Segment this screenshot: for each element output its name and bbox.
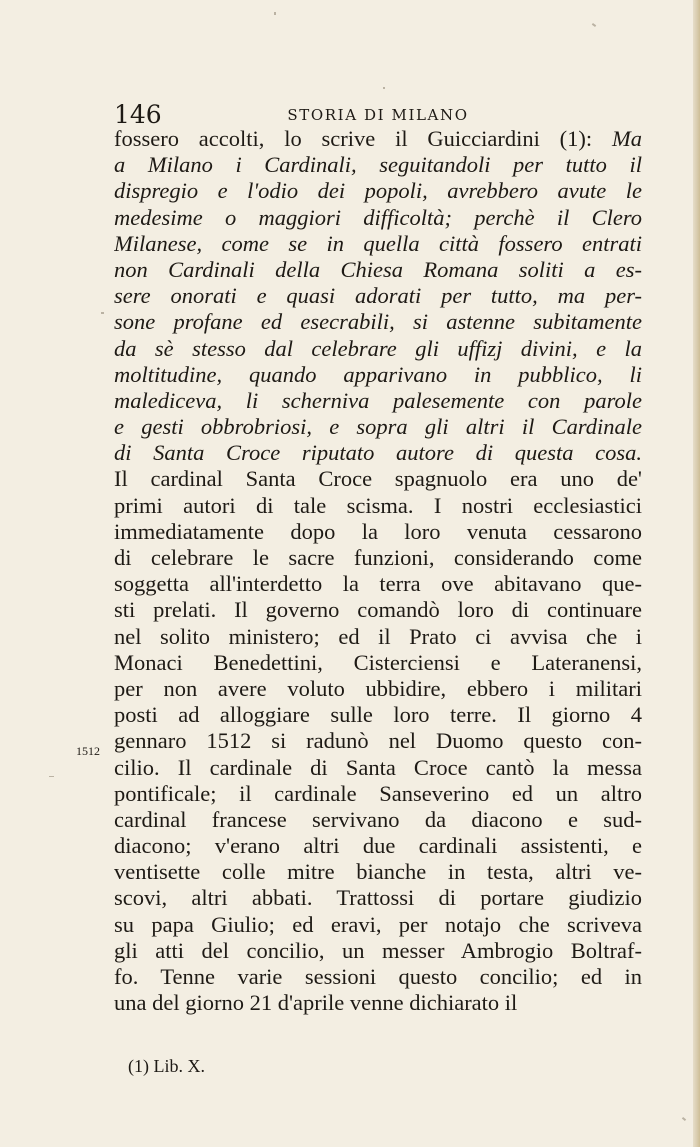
line-text: di celebrare le sacre funzioni, considerando come <box>114 545 642 570</box>
italic-quote-text: dispregio e l'odio dei popoli, avrebbero avute le <box>114 178 642 204</box>
italic-quote-text: Milanese, come se in quella città fossero entrati <box>114 230 642 256</box>
paper-speck <box>274 12 276 15</box>
italic-quote-text: medesime o maggiori difficoltà; perchè il Clero <box>114 204 642 230</box>
line-text: cardinal francese servivano da diacono e sud- <box>114 806 642 832</box>
text-line <box>114 493 642 519</box>
text-line <box>114 466 642 492</box>
paper-speck <box>101 312 104 314</box>
line-text: nel solito ministero; ed il Prato ci avvisa che i <box>114 623 642 649</box>
text-line <box>114 624 642 650</box>
line-text: diacono; v'erano altri due cardinali assistenti, e <box>114 833 642 859</box>
line-text: su papa Giulio; ed eravi, per notajo che scriveva <box>114 911 642 937</box>
paper-speck <box>49 776 54 777</box>
margin-note-year: 1512 <box>76 744 100 758</box>
text-line <box>114 388 642 414</box>
line-text: fossero accolti, lo scrive il Guicciardini (1): <box>114 126 612 151</box>
text-line <box>114 650 642 676</box>
text-line <box>114 990 642 1016</box>
text-line <box>114 885 642 911</box>
text-line <box>114 205 642 231</box>
text-line <box>114 231 642 257</box>
text-line <box>114 676 642 702</box>
line-text: pontificale; il cardinale Sanseverino ed un altro <box>114 780 642 806</box>
text-line <box>114 781 642 807</box>
text-line <box>114 257 642 283</box>
italic-quote-text: malediceva, li scherniva palesemente con parole <box>114 387 642 413</box>
page-edge-shadow <box>693 0 700 1147</box>
line-text: cilio. Il cardinale di Santa Croce cantò la messa <box>114 754 642 780</box>
paper-speck <box>383 87 385 89</box>
italic-quote-text: sere onorati e quasi adorati per tutto, ma per- <box>114 283 642 309</box>
text-line <box>114 545 642 571</box>
text-line <box>114 597 642 623</box>
text-line <box>114 833 642 859</box>
italic-quote-text: Ma <box>612 126 642 151</box>
italic-quote-text: di Santa Croce riputato autore di questa cosa. <box>114 440 642 466</box>
text-line <box>114 964 642 990</box>
text-line <box>114 362 642 388</box>
line-text: scovi, altri abbati. Trattossi di portare giudizio <box>114 885 642 911</box>
text-line <box>114 309 642 335</box>
text-line <box>114 336 642 362</box>
line-text: immediatamente dopo la loro venuta cessarono <box>114 518 642 544</box>
paper-speck <box>682 1117 686 1121</box>
text-line <box>114 755 642 781</box>
line-text: per non avere voluto ubbidire, ebbero i militari <box>114 675 642 701</box>
italic-quote-text: non Cardinali della Chiesa Romana soliti a es- <box>114 256 642 282</box>
page-number: 146 <box>114 100 162 129</box>
line-text: ventisette colle mitre bianche in testa, altri ve- <box>114 859 642 885</box>
text-line <box>114 126 642 152</box>
text-line <box>114 283 642 309</box>
line-text: una del giorno 21 d'aprile venne dichiarato il <box>114 990 518 1016</box>
footnote: (1) Lib. X. <box>128 1056 205 1076</box>
text-line <box>114 152 642 178</box>
line-text: Monaci Benedettini, Cisterciensi e Lateranensi, <box>114 649 642 675</box>
italic-quote-text: moltitudine, quando apparivano in pubblico, li <box>114 361 642 387</box>
body-text <box>114 126 642 1016</box>
italic-quote-text: da sè stesso dal celebrare gli uffizj divini, e la <box>114 335 642 361</box>
line-text: gennaro 1512 si radunò nel Duomo questo con- <box>114 728 642 754</box>
text-line <box>114 807 642 833</box>
line-text: sti prelati. Il governo comandò loro di continuare <box>114 597 642 623</box>
line-text: gli atti del concilio, un messer Ambrogio Boltraf- <box>114 937 642 963</box>
italic-quote-text: sone profane ed esecrabili, si astenne subitamente <box>114 309 642 335</box>
text-line <box>114 728 642 754</box>
text-line <box>114 519 642 545</box>
line-text: primi autori di tale scisma. I nostri ecclesiastici <box>114 492 642 518</box>
line-text: Il cardinal Santa Croce spagnuolo era uno de' <box>114 466 642 492</box>
italic-quote-text: a Milano i Cardinali, seguitandoli per tutto il <box>114 152 642 178</box>
text-line <box>114 938 642 964</box>
text-line <box>114 440 642 466</box>
line-text: posti ad alloggiare sulle loro terre. Il giorno 4 <box>114 702 642 728</box>
text-line <box>114 571 642 597</box>
running-title: STORIA DI MILANO <box>287 106 469 124</box>
line-text: soggetta all'interdetto la terra ove abitavano que- <box>114 571 642 597</box>
text-line <box>114 912 642 938</box>
text-line <box>114 178 642 204</box>
paper-speck <box>592 23 596 27</box>
text-line <box>114 859 642 885</box>
line-text: fo. Tenne varie sessioni questo concilio; ed in <box>114 964 642 989</box>
text-line <box>114 414 642 440</box>
italic-quote-text: e gesti obbrobriosi, e sopra gli altri il Cardinale <box>114 414 642 440</box>
text-line <box>114 702 642 728</box>
